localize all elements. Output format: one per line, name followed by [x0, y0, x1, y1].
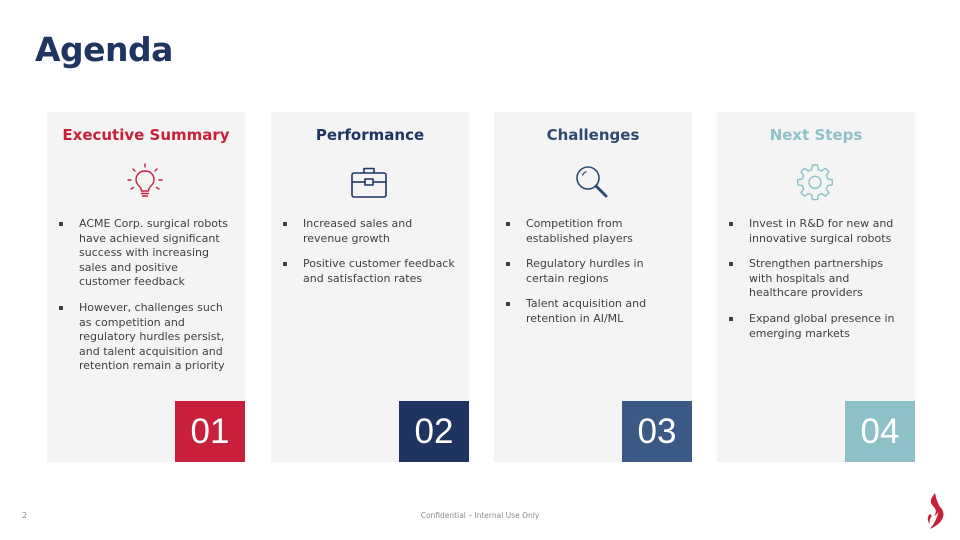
list-item: Regulatory hurdles in certain regions — [504, 257, 680, 286]
agenda-card-next-steps — [717, 112, 915, 462]
section-number-badge: 01 — [175, 401, 245, 462]
agenda-card-executive-summary — [47, 112, 245, 462]
list-item: ACME Corp. surgical robots have achieved significant success with increasing sales and positive customer feedback — [57, 217, 233, 290]
page-number: 2 — [22, 511, 28, 520]
gear-icon — [795, 162, 835, 202]
list-item: Competition from established players — [504, 217, 680, 246]
list-item: Positive customer feedback and satisfaction rates — [281, 257, 457, 286]
agenda-card-performance — [271, 112, 469, 462]
list-item: Strengthen partnerships with hospitals and healthcare providers — [727, 257, 903, 301]
bullet-list — [281, 217, 457, 297]
flame-logo-icon — [924, 492, 948, 530]
list-item: Invest in R&D for new and innovative surgical robots — [727, 217, 903, 246]
list-item: Increased sales and revenue growth — [281, 217, 457, 246]
bullet-list — [504, 217, 680, 338]
section-number-badge: 04 — [845, 401, 915, 462]
lightbulb-icon — [125, 162, 165, 202]
section-number-badge: 02 — [399, 401, 469, 462]
section-number-badge: 03 — [622, 401, 692, 462]
slide-title: Agenda — [35, 30, 173, 69]
briefcase-icon — [349, 162, 389, 202]
bullet-list — [57, 217, 233, 385]
bullet-list — [727, 217, 903, 352]
list-item: Talent acquisition and retention in AI/ML — [504, 297, 680, 326]
card-title: Performance — [315, 126, 425, 144]
card-title: Next Steps — [769, 126, 863, 144]
footer-confidential: Confidential – Internal Use Only — [420, 511, 540, 520]
agenda-card-challenges — [494, 112, 692, 462]
card-title: Executive Summary — [62, 126, 230, 144]
card-title: Challenges — [546, 126, 640, 144]
magnifier-icon — [572, 162, 612, 202]
list-item: Expand global presence in emerging markets — [727, 312, 903, 341]
list-item: However, challenges such as competition and regulatory hurdles persist, and talent acquisition and retention remain a priority — [57, 301, 233, 374]
